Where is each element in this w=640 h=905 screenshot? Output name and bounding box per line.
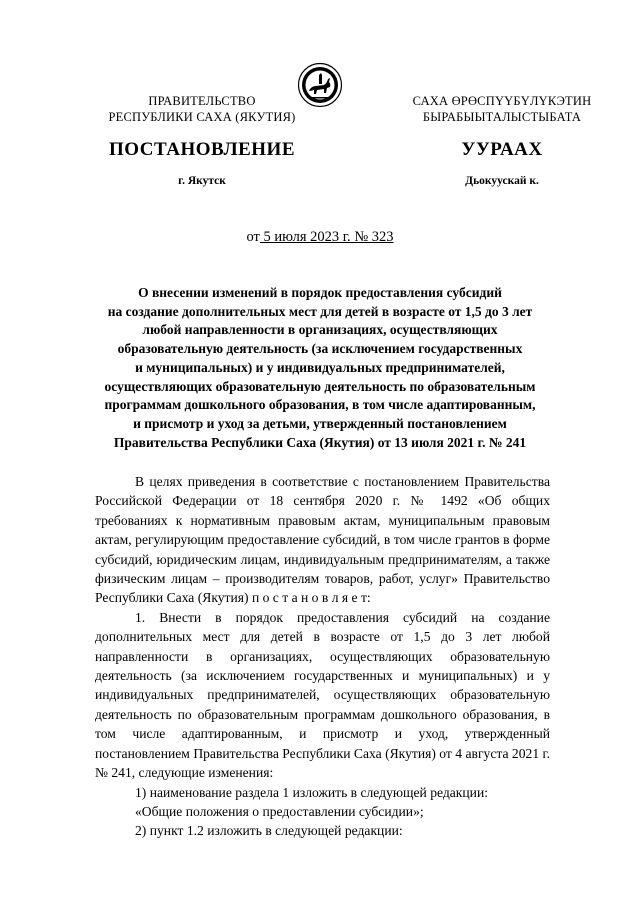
- paragraph-item-1: 1. Внести в порядок предоставления субсидий на создание дополнительных мест для детей в возрасте от 1,5 до 3 лет любой направленности в организациях, осуществляющих образовательную деятельность (за исключением государственных и муниципальных) и у индивидуальных предпринимателей, осуществляющих образовательную деятельность по образовательным программам дошкольного образования, в том числе адаптированным, и присмотр и уход, утвержденный постановлением Правительства Республики Саха (Якутия) от 4 августа 2021 г. № 241, следующие изменения:: [95, 609, 550, 781]
- document-body: [95, 472, 550, 841]
- date-number-line: [0, 229, 640, 246]
- document-date: 5 июля 2023 г.: [259, 229, 351, 245]
- right-org-name: САХА ӨРӨСПҮҮБҮЛҮКЭТИН БЫРАБЫЫТАЛЫСТЫБАТА: [412, 94, 592, 124]
- paragraph-subitem-2: 2) пункт 1.2 изложить в следующей редакции:: [135, 823, 403, 839]
- paragraph-quote: «Общие положения о предоставлении субсидии»;: [135, 803, 424, 819]
- document-title: О внесении изменений в порядок предоставления субсидий на создание дополнительных мест для детей в возрасте от 1,5 до 3 лет любой направленности в организациях, осуществляющих образовательную деятельность (за исключением государственных и муниципальных) и у индивидуальных предпринимателей, осуществляющих образовательную деятельность по образовательным программам дошкольного образования, в том числе адаптированным, и присмотр и уход за детьми, утвержденный постановлением Правительства Республики Саха (Якутия) от 13 июля 2021 г. № 241: [104, 285, 536, 450]
- paragraph-subitem-1: 1) наименование раздела 1 изложить в следующей редакции:: [135, 784, 489, 800]
- document-number: № 323: [350, 229, 394, 245]
- city-russian: г. Якутск: [178, 175, 226, 187]
- paragraph-preamble: В целях приведения в соответствие с постановлением Правительства Российской Федерации от 18 сентября 2020 г. № 1492 «Об общих требованиях к нормативным правовым актам, муниципальным правовым актам, регулирующим предоставление субсидий, в том числе грантов в форме субсидий, юридическим лицам, индивидуальным предпринимателям, а также физическим лицам – производителям товаров, работ, услуг» Правительство Республики Саха (Якутия) п о с т а н о в л я е т:: [95, 474, 550, 606]
- left-org-name: ПРАВИТЕЛЬСТВО РЕСПУБЛИКИ САХА (ЯКУТИЯ): [108, 94, 296, 124]
- date-prefix: от: [246, 229, 260, 245]
- city-sakha: Дьокуускай к.: [465, 175, 539, 187]
- doc-type-sakha: УУРААХ: [461, 139, 543, 160]
- doc-type-russian: ПОСТАНОВЛЕНИЕ: [108, 139, 296, 160]
